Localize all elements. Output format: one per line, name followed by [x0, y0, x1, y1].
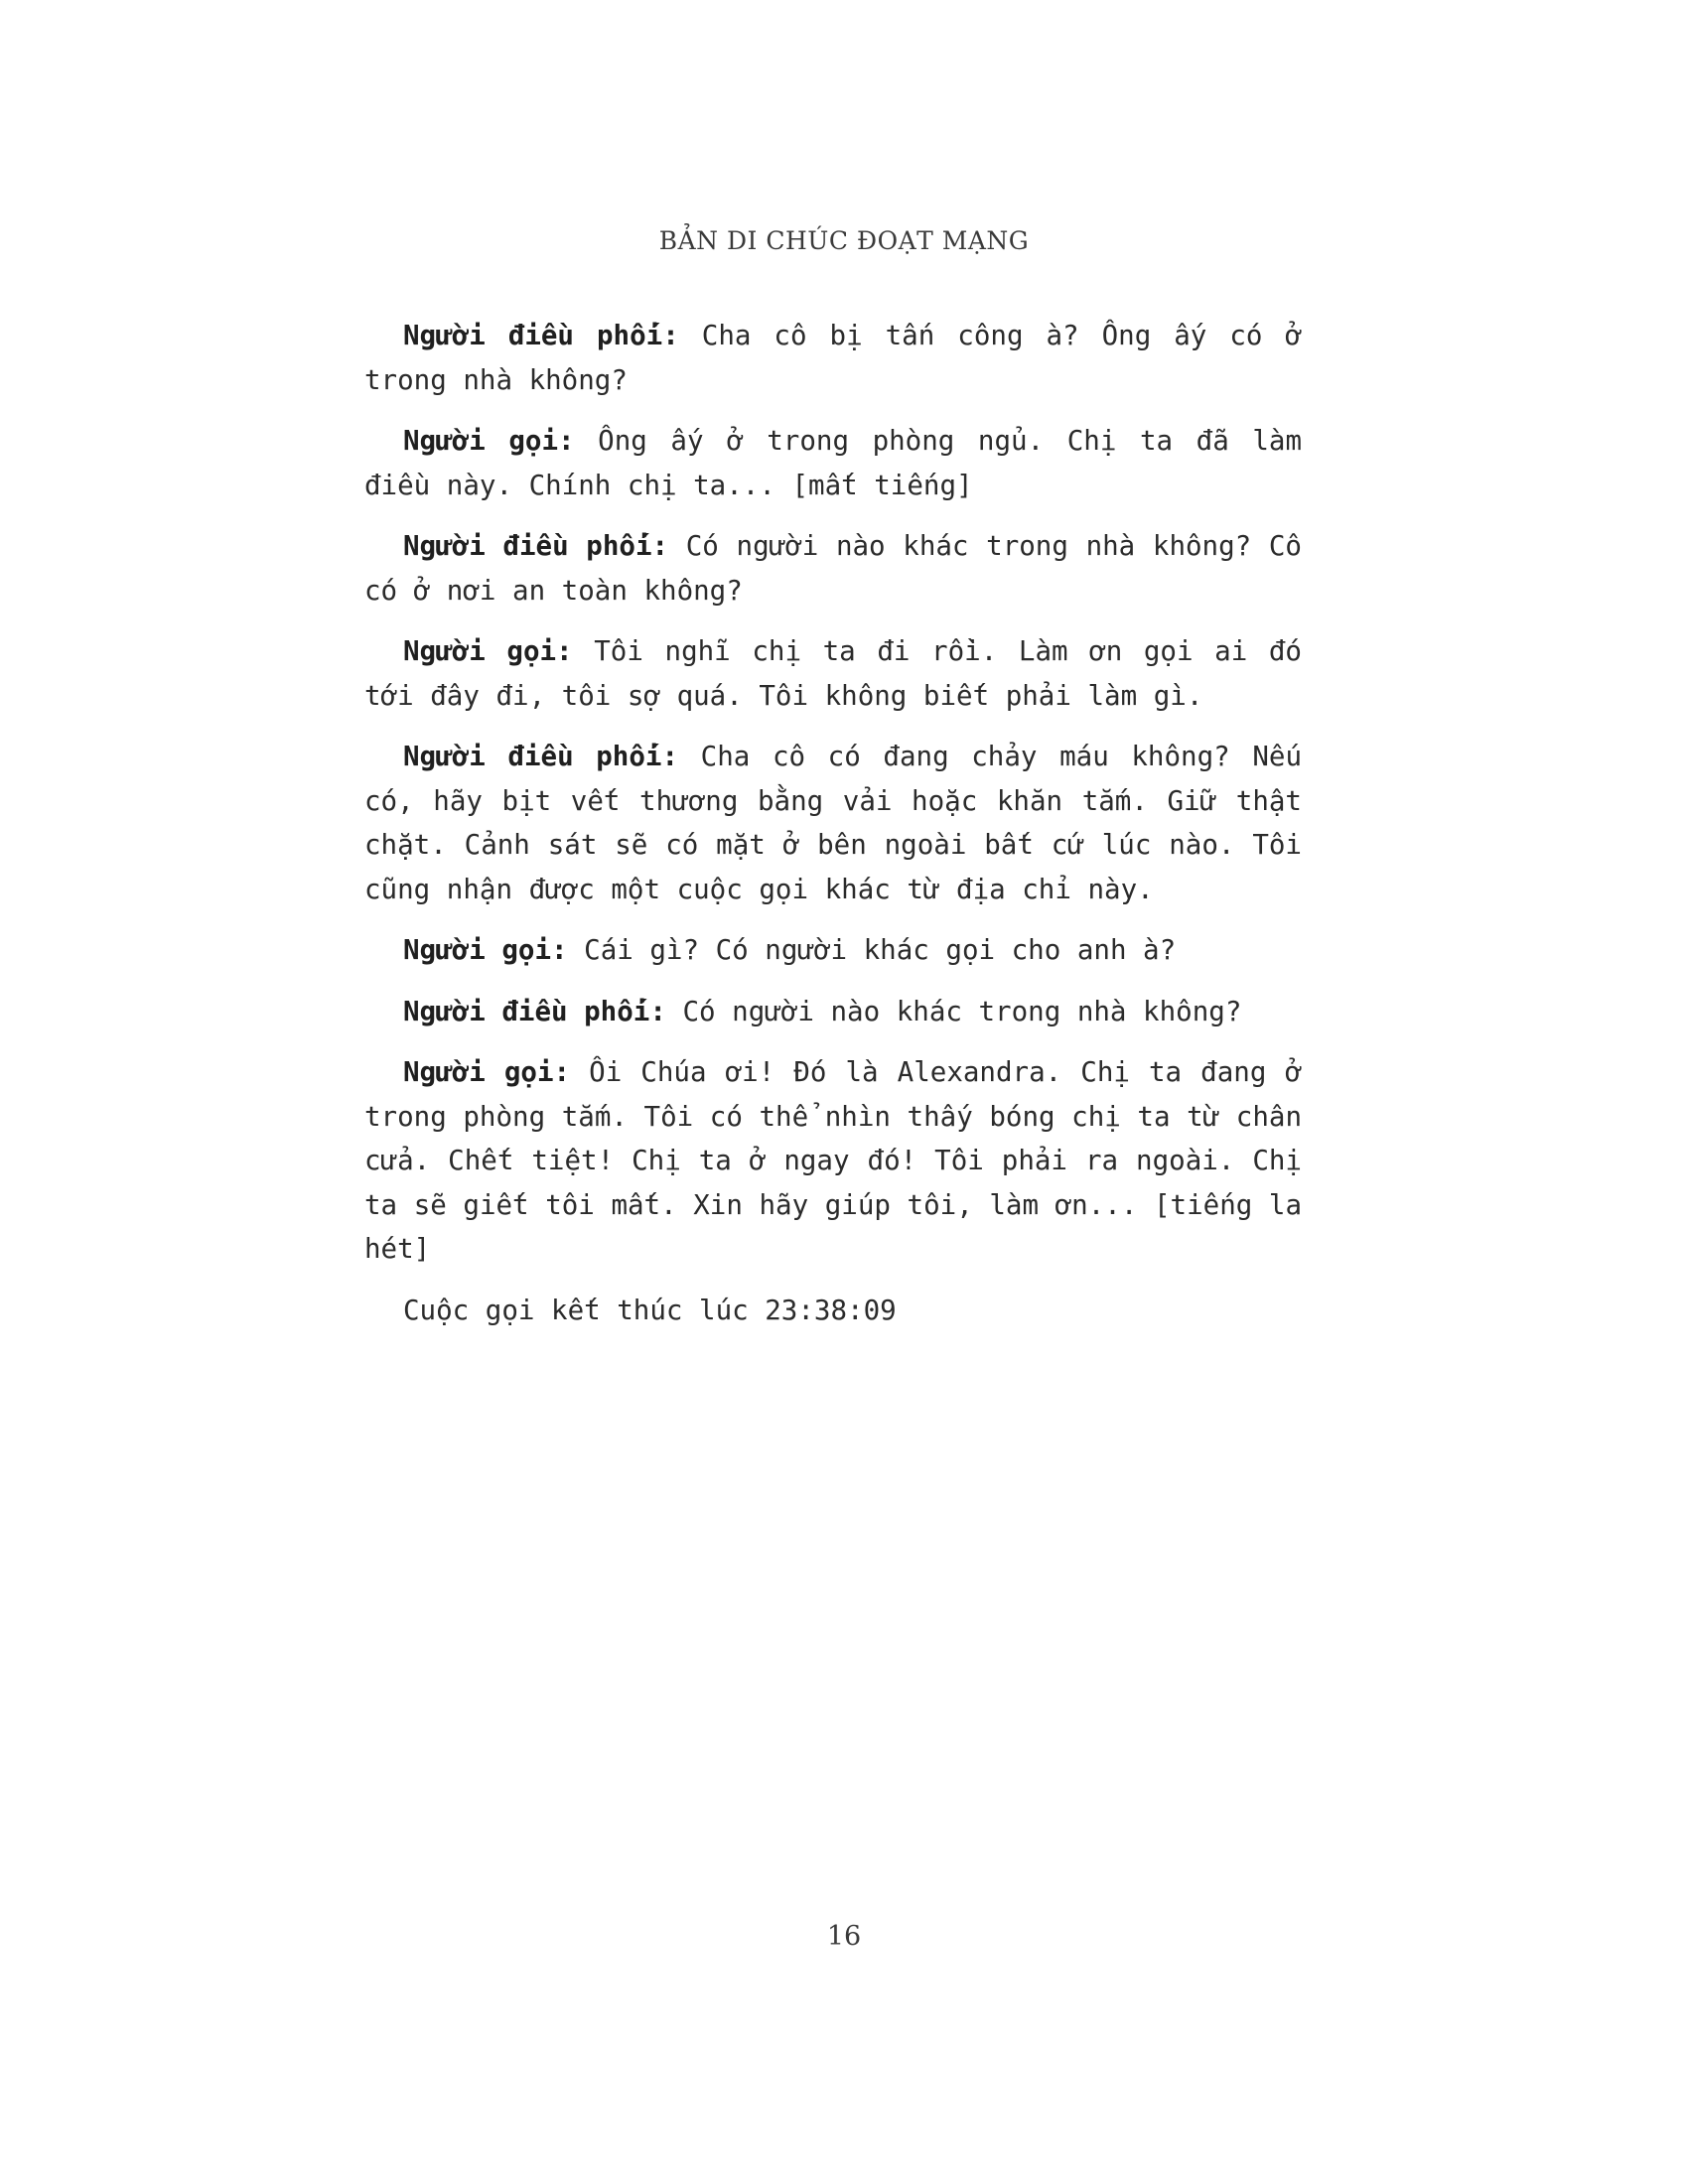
speaker-label: Người gọi:: [403, 1056, 571, 1088]
speaker-label: Người điều phối:: [403, 320, 679, 351]
speaker-label: Người gọi:: [403, 635, 573, 667]
line-text: Có người nào khác trong nhà không? Cô có ở nơi an toàn không?: [364, 530, 1302, 607]
page-number: 16: [826, 1921, 862, 1952]
line-text: Ông ấy ở trong phòng ngủ. Chị ta đã làm điều này. Chính chị ta... [mất tiếng]: [364, 425, 1302, 501]
line-text: Tôi nghĩ chị ta đi rồi. Làm ơn gọi ai đó tới đây đi, tôi sợ quá. Tôi không biết phải làm gì.: [364, 635, 1302, 712]
transcript-line: [364, 1050, 1302, 1272]
call-end-line: Cuộc gọi kết thúc lúc 23:38:09: [403, 1294, 897, 1326]
speaker-label: Người gọi:: [403, 425, 575, 457]
line-text: Cha cô bị tấn công à? Ông ấy có ở trong nhà không?: [364, 320, 1302, 396]
line-text: Cha cô có đang chảy máu không? Nếu có, hãy bịt vết thương bằng vải hoặc khăn tắm. Giữ thật chặt. Cảnh sát sẽ có mặt ở bên ngoài bất cứ lúc nào. Tôi cũng nhận được một cuộc gọi khác từ địa chỉ này.: [364, 741, 1303, 905]
transcript-line: [364, 629, 1302, 718]
transcript-line: [364, 314, 1302, 402]
transcript-line: [364, 928, 1302, 973]
speaker-label: Người điều phối:: [403, 530, 669, 562]
running-header: BẢN DI CHÚC ĐOẠT MẠNG: [658, 226, 1030, 255]
transcript-line: [364, 524, 1302, 613]
transcript-body: [364, 314, 1302, 1349]
speaker-label: Người điều phối:: [403, 741, 679, 772]
line-text: Ôi Chúa ơi! Đó là Alexandra. Chị ta đang ở trong phòng tắm. Tôi có thể nhìn thấy bóng chị ta từ chân cửa. Chết tiệt! Chị ta ở ngay đó! Tôi phải ra ngoài. Chị ta sẽ giết tôi mất. Xin hãy giúp tôi, làm ơn... [tiếng la hét]: [364, 1056, 1302, 1265]
transcript-line: [364, 735, 1302, 911]
speaker-label: Người điều phối:: [403, 995, 666, 1027]
line-text: Cái gì? Có người khác gọi cho anh à?: [584, 934, 1177, 966]
transcript-line: [364, 990, 1302, 1034]
speaker-label: Người gọi:: [403, 934, 568, 966]
line-text: Có người nào khác trong nhà không?: [682, 995, 1242, 1027]
transcript-line: [364, 419, 1302, 507]
